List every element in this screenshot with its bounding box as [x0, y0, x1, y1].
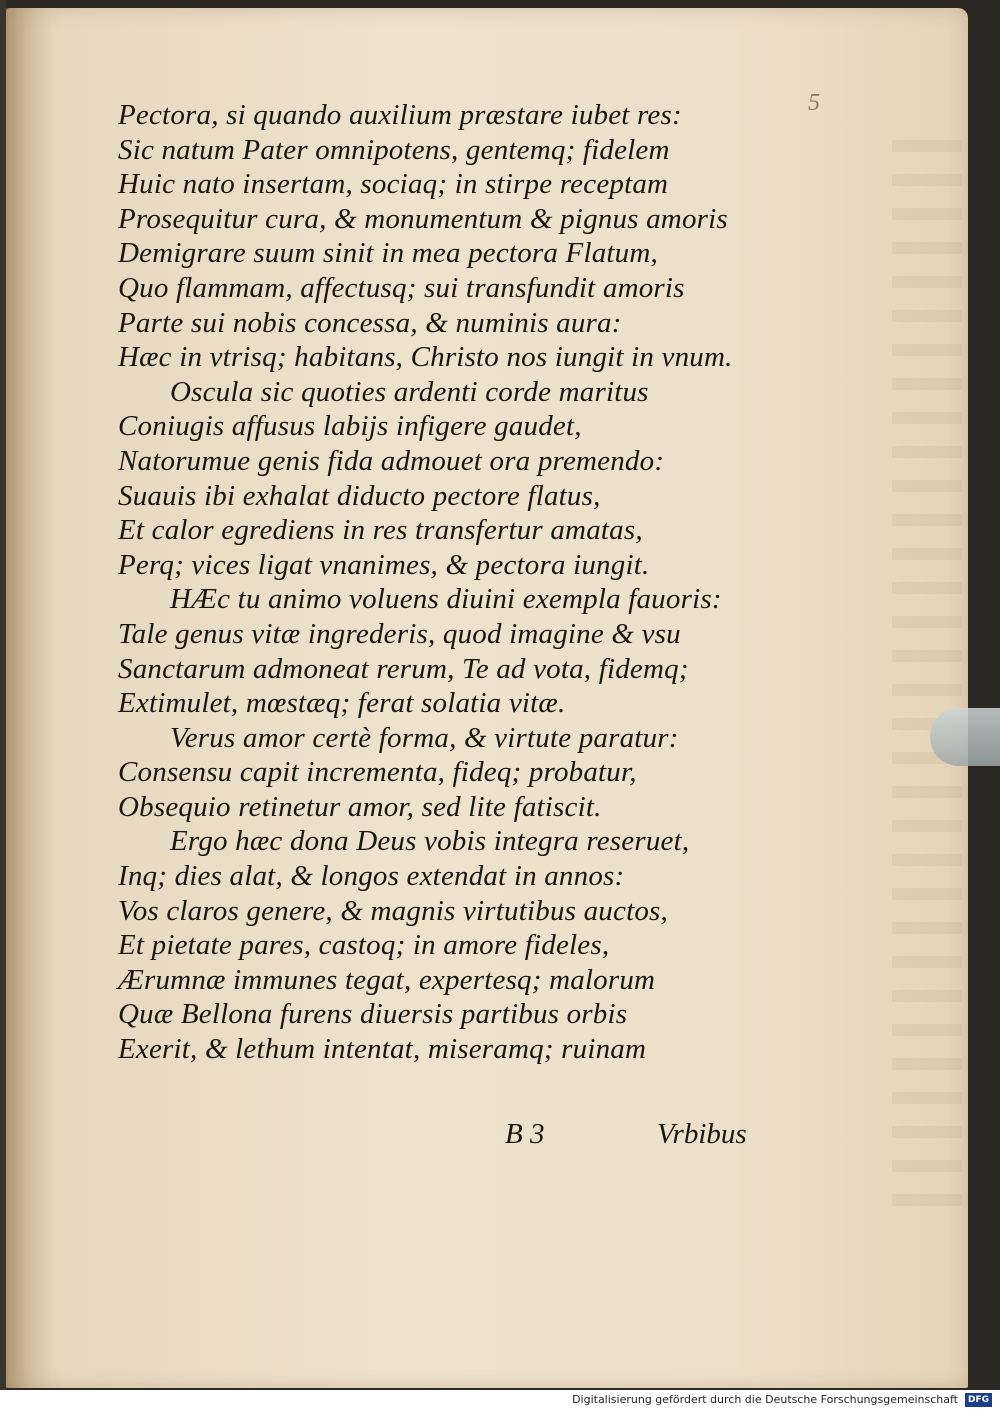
text-line: Ærumnæ immunes tegat, expertesq; malorum	[118, 963, 656, 996]
catchword: Vrbibus	[657, 1118, 747, 1150]
footer-bar	[0, 1390, 1000, 1411]
text-line: Obsequio retinetur amor, sed lite fatiscit.	[118, 790, 602, 823]
text-line: Consensu capit incrementa, fideq; probatur,	[118, 756, 637, 789]
text-line: Demigrare suum sinit in mea pectora Flatum,	[118, 237, 658, 270]
text-line: Quo flammam, affectusq; sui transfundit amoris	[118, 271, 685, 304]
text-line: Pectora, si quando auxilium præstare iubet res:	[118, 99, 682, 131]
text-line: Suauis ibi exhalat diducto pectore flatus,	[118, 479, 601, 512]
text-line: Et calor egrediens in res transfertur amatas,	[118, 514, 643, 547]
text-line: Huic nato insertam, sociaq; in stirpe receptam	[118, 168, 669, 201]
poem-text-block	[118, 98, 768, 1067]
text-line: Exerit, & lethum intentat, miseramq; ruinam	[118, 1033, 647, 1066]
page-foot-line	[0, 1118, 1000, 1158]
text-line: Natorumue genis fida admouet ora premendo:	[118, 444, 665, 477]
text-line: Sanctarum admoneat rerum, Te ad vota, fidemq;	[118, 652, 689, 685]
signature-mark: B 3	[505, 1118, 545, 1150]
funding-credit: Digitalisierung gefördert durch die Deutsche Forschungsgemeinschaft	[572, 1393, 958, 1406]
text-line: Inq; dies alat, & longos extendat in annos:	[118, 860, 625, 893]
bookmark-tab	[930, 708, 1000, 766]
show-through-bleed	[892, 118, 962, 1218]
text-line: Perq; vices ligat vnanimes, & pectora iungit.	[118, 548, 650, 581]
text-line: Parte sui nobis concessa, & numinis aura:	[118, 306, 622, 339]
text-line: Tale genus vitæ ingrederis, quod imagine & vsu	[118, 617, 681, 650]
text-line: Quæ Bellona furens diuersis partibus orbis	[118, 998, 628, 1031]
text-line: Prosequitur cura, & monumentum & pignus amoris	[118, 202, 728, 235]
page-gutter-shadow	[6, 8, 52, 1388]
text-line: Oscula sic quoties ardenti corde maritus	[170, 375, 649, 408]
dfg-logo: DFG	[965, 1393, 992, 1407]
text-line: Verus amor certè forma, & virtute paratur:	[170, 721, 679, 754]
text-line: Coniugis affusus labijs infigere gaudet,	[118, 410, 582, 443]
folio-number: 5	[808, 90, 820, 116]
text-line: Ergo hæc dona Deus vobis integra reseruet,	[170, 825, 690, 858]
binding-edge	[0, 0, 6, 1390]
text-line: Et pietate pares, castoq; in amore fideles,	[118, 929, 610, 962]
text-line: Vos claros genere, & magnis virtutibus auctos,	[118, 894, 668, 927]
text-line: Extimulet, mœstæq; ferat solatia vitæ.	[118, 687, 566, 720]
text-line: HÆc tu animo voluens diuini exempla fauoris:	[170, 583, 722, 616]
text-line: Sic natum Pater omnipotens, gentemq; fidelem	[118, 133, 670, 166]
text-line: Hæc in vtrisq; habitans, Christo nos iungit in vnum.	[118, 341, 733, 374]
